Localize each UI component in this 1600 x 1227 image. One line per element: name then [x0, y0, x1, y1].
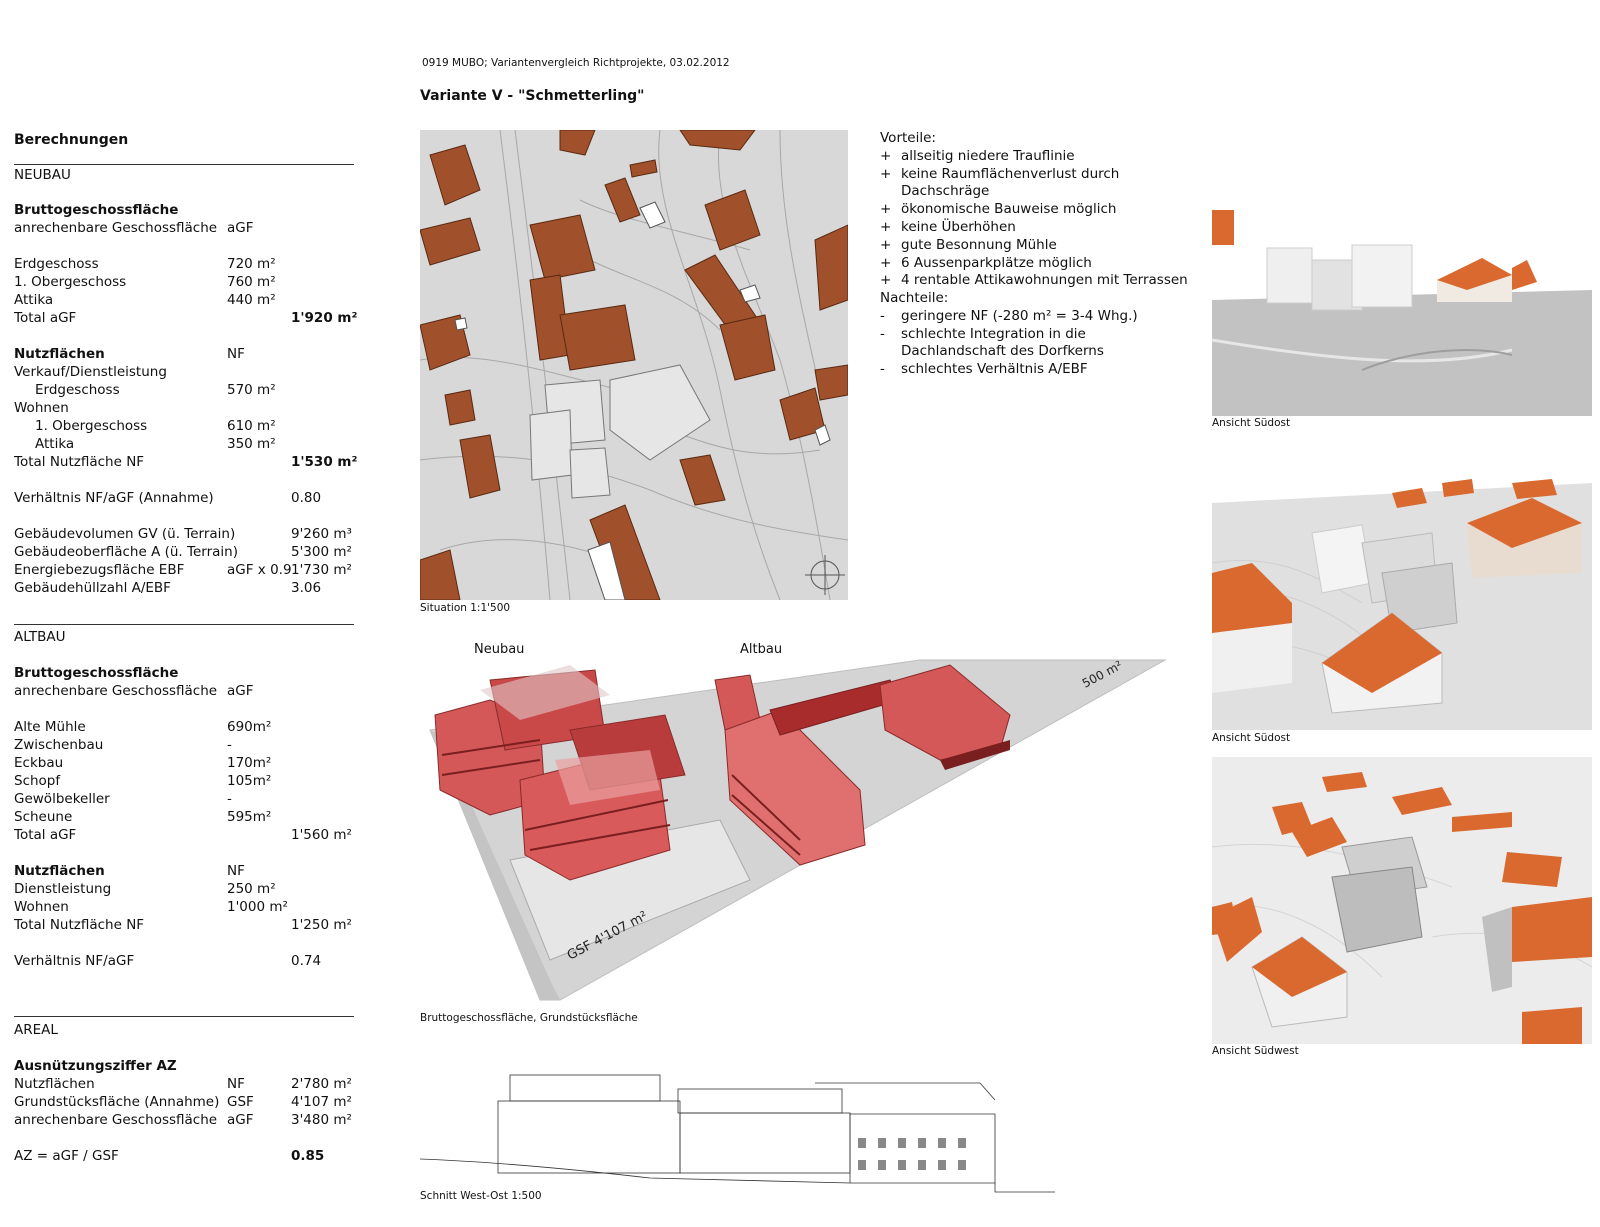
altbau-nf-abbr: NF	[227, 863, 245, 879]
neubau-go-label: Gebäudeoberfläche A (ü. Terrain)	[14, 544, 238, 560]
minus-marker: -	[880, 325, 885, 342]
neubau-total-agf-label: Total aGF	[14, 310, 77, 326]
nachteile-item: - schlechtes Verhältnis A/EBF	[880, 361, 1088, 378]
areal-heading: AREAL	[14, 1022, 58, 1038]
areal-row-abbr: GSF	[227, 1094, 254, 1110]
plus-marker: +	[880, 272, 892, 289]
plus-marker: +	[880, 201, 892, 218]
view1-caption: Ansicht Südost	[1212, 417, 1291, 429]
minus-marker: -	[880, 307, 885, 324]
neubau-gv-value: 9'260 m³	[291, 526, 352, 542]
minus-marker: -	[880, 361, 885, 378]
nachteile-item: - geringere NF (-280 m² = 3-4 Whg.)	[880, 307, 1138, 324]
vorteile-item: + gute Besonnung Mühle	[880, 236, 1057, 253]
neubau-gv-label: Gebäudevolumen GV (ü. Terrain)	[14, 526, 236, 542]
neubau-attika-label: Attika	[35, 436, 75, 452]
divider	[14, 624, 354, 625]
axo-caption: Bruttogeschossfläche, Grundstücksfläche	[420, 1012, 638, 1024]
neubau-masses	[435, 665, 685, 880]
areal-az-value: 0.85	[291, 1148, 325, 1164]
altbau-bgf-title: Bruttogeschossfläche	[14, 665, 179, 681]
situation-plan	[420, 130, 848, 600]
divider	[14, 164, 354, 165]
areal-az-formula: AZ = aGF / GSF	[14, 1148, 119, 1164]
altbau-item-label: Zwischenbau	[14, 737, 104, 753]
neubau-agf-label: anrechenbare Geschossfläche	[14, 220, 218, 236]
vorteile-block	[880, 130, 1210, 290]
altbau-wohnen-value: 1'000 m²	[227, 899, 288, 915]
plus-marker: +	[880, 218, 892, 235]
situation-caption: Situation 1:1'500	[420, 602, 511, 614]
neubau-heading: NEUBAU	[14, 167, 71, 183]
vorteile-item: + keine Überhöhen	[880, 218, 1016, 235]
view-southwest	[1212, 757, 1592, 1044]
neubau-verkauf-label: Verkauf/Dienstleistung	[14, 364, 167, 380]
areal-az-title: Ausnützungsziffer AZ	[14, 1058, 177, 1074]
neubau-total-nf-value: 1'530 m²	[291, 454, 358, 470]
areal-row-label: anrechenbare Geschossfläche	[14, 1112, 218, 1128]
axo-neubau-label: Neubau	[474, 642, 525, 657]
areal-row-value: 4'107 m²	[291, 1094, 352, 1110]
vorteile-item: + ökonomische Bauweise möglich	[880, 201, 1117, 218]
vorteile-item: + 6 Aussenparkplätze möglich	[880, 254, 1092, 271]
altbau-item-value: 690m²	[227, 719, 272, 735]
vorteile-item: + 4 rentable Attikawohnungen mit Terrassen	[880, 272, 1188, 289]
nachteile-title: Nachteile:	[880, 290, 949, 306]
neubau-attika-value: 350 m²	[227, 436, 276, 452]
view2-caption: Ansicht Südost	[1212, 732, 1291, 744]
altbau-dl-value: 250 m²	[227, 881, 276, 897]
altbau-total-agf-value: 1'560 m²	[291, 827, 352, 843]
neubau-ebf-label: Energiebezugsfläche EBF	[14, 562, 185, 578]
plus-marker: +	[880, 236, 892, 253]
altbau-item-label: Schopf	[14, 773, 61, 789]
altbau-item-value: -	[227, 737, 232, 753]
vorteile-item: + allseitig niedere Trauflinie	[880, 147, 1075, 164]
neubau-floor-label: 1. Obergeschoss	[14, 274, 127, 290]
altbau-heading: ALTBAU	[14, 629, 66, 645]
view-southeast-2	[1212, 443, 1592, 730]
section-caption: Schnitt West-Ost 1:500	[420, 1190, 542, 1202]
neubau-hz-label: Gebäudehüllzahl A/EBF	[14, 580, 171, 596]
areal-row-abbr: NF	[227, 1076, 245, 1092]
neubau-go-value: 5'300 m²	[291, 544, 352, 560]
altbau-dl-label: Dienstleistung	[14, 881, 112, 897]
areal-row-abbr: aGF	[227, 1112, 254, 1128]
neubau-total-nf-label: Total Nutzfläche NF	[14, 454, 145, 470]
neubau-bgf-title: Bruttogeschossfläche	[14, 202, 179, 218]
vorteile-item: + keine Raumflächenverlust durch Dachschräge	[880, 165, 1120, 200]
view-southeast-1	[1212, 130, 1592, 416]
neubau-total-agf-value: 1'920 m²	[291, 310, 358, 326]
axonometric-diagram	[420, 640, 1180, 1010]
plus-marker: +	[880, 165, 892, 182]
altbau-item-label: Gewölbekeller	[14, 791, 110, 807]
calc-title: Berechnungen	[14, 132, 129, 148]
neubau-floor-value: 760 m²	[227, 274, 276, 290]
neubau-floor-label: Attika	[14, 292, 54, 308]
divider	[14, 1016, 354, 1017]
gsf-label: GSF 4'107 m²	[564, 908, 651, 964]
neubau-ebf-value: 1'730 m²	[291, 562, 352, 578]
nachteile-item: - schlechte Integration in die Dachlandschaft des Dorfkerns	[880, 325, 1104, 360]
neubau-agf-abbr: aGF	[227, 220, 254, 236]
vorteile-title: Vorteile:	[880, 130, 936, 146]
neubau-og-value: 610 m²	[227, 418, 276, 434]
nachteile-block	[880, 290, 1190, 379]
areal-row-value: 2'780 m²	[291, 1076, 352, 1092]
altbau-agf-abbr: aGF	[227, 683, 254, 699]
altbau-ratio-value: 0.74	[291, 953, 322, 969]
section-drawing	[420, 1070, 1060, 1200]
altbau-item-label: Alte Mühle	[14, 719, 86, 735]
variant-title: Variante V - "Schmetterling"	[420, 88, 645, 104]
axo-altbau-label: Altbau	[740, 642, 783, 657]
altbau-agf-label: anrechenbare Geschossfläche	[14, 683, 218, 699]
areal-row-label: Grundstücksfläche (Annahme)	[14, 1094, 220, 1110]
neubau-eg-label: Erdgeschoss	[35, 382, 120, 398]
altbau-total-agf-label: Total aGF	[14, 827, 77, 843]
neubau-floor-value: 720 m²	[227, 256, 276, 272]
areal-row-label: Nutzflächen	[14, 1076, 95, 1092]
neubau-hz-value: 3.06	[291, 580, 322, 596]
neubau-eg-value: 570 m²	[227, 382, 276, 398]
neubau-ratio-label: Verhältnis NF/aGF (Annahme)	[14, 490, 214, 506]
altbau-item-label: Eckbau	[14, 755, 64, 771]
altbau-item-value: 595m²	[227, 809, 272, 825]
neubau-floor-label: Erdgeschoss	[14, 256, 99, 272]
altbau-item-value: 170m²	[227, 755, 272, 771]
altbau-item-value: -	[227, 791, 232, 807]
neubau-og-label: 1. Obergeschoss	[35, 418, 148, 434]
altbau-total-nf-value: 1'250 m²	[291, 917, 352, 933]
altbau-nf-title: Nutzflächen	[14, 863, 105, 879]
neubau-ebf-mid: aGF x 0.9	[227, 562, 292, 578]
altbau-ratio-label: Verhältnis NF/aGF	[14, 953, 135, 969]
project-line: 0919 MUBO; Variantenvergleich Richtprojekte, 03.02.2012	[422, 57, 730, 69]
neubau-nf-abbr: NF	[227, 346, 245, 362]
plus-marker: +	[880, 254, 892, 271]
neubau-wohnen-label: Wohnen	[14, 400, 69, 416]
altbau-wohnen-label: Wohnen	[14, 899, 69, 915]
areal-row-value: 3'480 m²	[291, 1112, 352, 1128]
altbau-total-nf-label: Total Nutzfläche NF	[14, 917, 145, 933]
neubau-floor-value: 440 m²	[227, 292, 276, 308]
neubau-nf-title: Nutzflächen	[14, 346, 105, 362]
altbau-item-value: 105m²	[227, 773, 272, 789]
altbau-item-label: Scheune	[14, 809, 73, 825]
view3-caption: Ansicht Südwest	[1212, 1045, 1299, 1057]
plus-marker: +	[880, 147, 892, 164]
neubau-ratio-value: 0.80	[291, 490, 322, 506]
area-500-label: 500 m²	[1079, 657, 1125, 691]
